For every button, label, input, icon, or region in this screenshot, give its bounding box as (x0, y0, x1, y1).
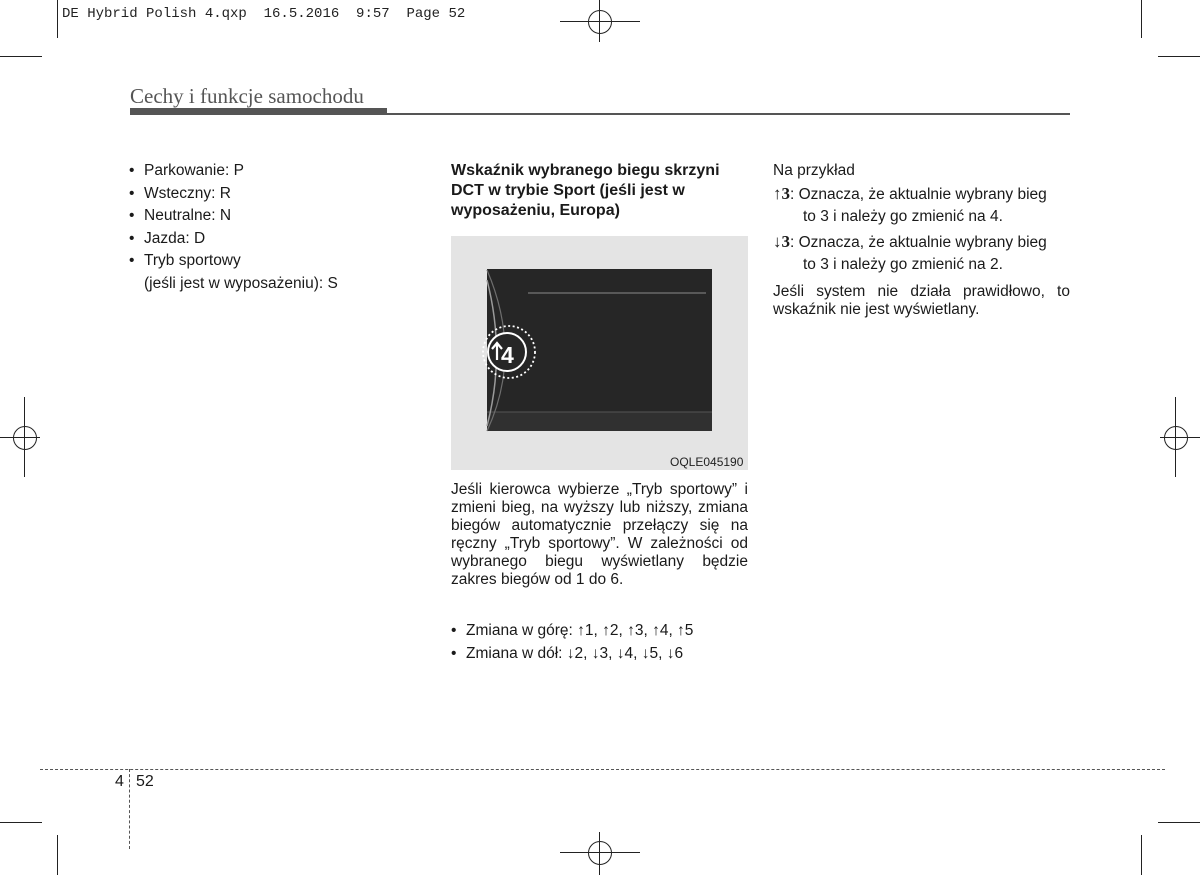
gear-indicator-value: 4 (501, 342, 514, 368)
example-down (773, 231, 1070, 255)
footer-rule (40, 769, 1165, 770)
list-item: • Neutralne: N (129, 205, 409, 228)
example-block (773, 160, 1070, 320)
section-heading: Wskaźnik wybranego biegu skrzyni DCT w trybie Sport (jeśli jest w wyposażeniu, Europa) (451, 162, 720, 219)
example-up (773, 183, 1070, 207)
page-number: 52 (136, 773, 154, 790)
malfunction-note: Jeśli system nie działa prawidłowo, to wskaźnik nie jest wyświetlany. (773, 282, 1070, 318)
title-rule-thick (130, 108, 387, 115)
example-up-text: : Oznacza, że aktualnie wybrany bieg (790, 185, 1047, 203)
list-item-note: (jeśli jest w wyposażeniu): S (144, 274, 338, 292)
up-arrow-icon: ↑3 (773, 183, 790, 203)
gear-position-list (129, 160, 409, 295)
example-intro: Na przykład (773, 162, 855, 179)
example-down-cont: to 3 i należy go zmienić na 2. (803, 256, 1003, 273)
list-item: • Parkowanie: P (129, 160, 409, 183)
title-rule-thin (387, 113, 1070, 115)
list-item-upshift: • Zmiana w górę: ↑1, ↑2, ↑3, ↑4, ↑5 (451, 620, 751, 643)
chapter-number: 4 (115, 773, 124, 790)
figure-code: OQLE045190 (670, 455, 744, 469)
list-item (129, 250, 409, 295)
list-item: • Wsteczny: R (129, 183, 409, 206)
example-up-cont: to 3 i należy go zmienić na 4. (803, 208, 1003, 225)
list-item-label: Tryb sportowy (144, 252, 241, 269)
footer-divider (129, 769, 130, 849)
body-paragraph: Jeśli kierowca wybierze „Tryb sportowy” i zmieni bieg, na wyższy lub niższy, zmiana biegów automatycznie przełączy się na ręczny „Tryb sportowy”. W zależności od wybranego biegu wyświetlany będzie zakres biegów od 1 do 6. (451, 481, 748, 588)
print-header: DE Hybrid Polish 4.qxp 16.5.2016 9:57 Page 52 (62, 6, 466, 22)
down-arrow-icon: ↓3 (773, 231, 790, 251)
section-title: Cechy i funkcje samochodu (130, 84, 364, 108)
list-item-downshift: • Zmiana w dół: ↓2, ↓3, ↓4, ↓5, ↓6 (451, 643, 751, 666)
cluster-display-illustration (451, 236, 748, 470)
instrument-cluster-figure (451, 236, 748, 470)
example-down-text: : Oznacza, że aktualnie wybrany bieg (790, 233, 1047, 251)
shift-range-list (451, 620, 751, 665)
list-item: • Jazda: D (129, 228, 409, 251)
